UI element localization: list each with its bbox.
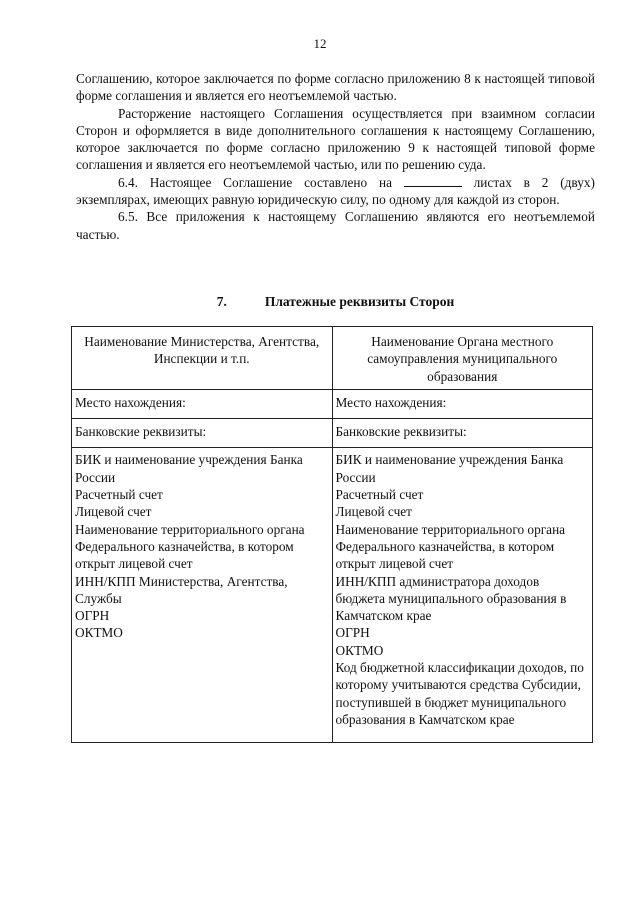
left-location-cell: Место нахождения: [72, 389, 333, 418]
left-detail-line: БИК и наименование учреждения Банка России [75, 452, 303, 485]
left-bank-cell: Банковские реквизиты: [72, 419, 333, 448]
paragraph-6-4-end: листах в 2 (двух) экземплярах, имеющих равную юридическую силу, по одному для каждой из сторон. [76, 174, 595, 208]
right-detail-line: Расчетный счет [335, 487, 424, 503]
blank-fill-line [404, 176, 462, 187]
details-row [72, 448, 593, 743]
left-detail-line: ОКТМО [75, 625, 123, 641]
right-detail-line: БИК и наименование учреждения Банка России [335, 452, 564, 485]
left-detail-line: Расчетный счет [75, 487, 163, 503]
paragraph-6-4-start: 6.4. Настоящее Соглашение составлено на [118, 174, 404, 190]
left-header-cell: Наименование Министерства, Агентства, Инспекции и т.п. [72, 327, 333, 390]
right-detail-line: Код бюджетной классификации доходов, по которому учитываются средства Субсидии, поступившей в бюджет муниципального образования в Камчатском крае [335, 660, 584, 727]
section-title: Платежные реквизиты Сторон [264, 294, 455, 309]
right-detail-line: Наименование территориального органа Федерального казначейства, в котором открыт лицевой счет [335, 521, 566, 572]
left-detail-line: Лицевой счет [75, 504, 152, 520]
right-detail-line: ОКТМО [335, 642, 384, 658]
right-detail-line: ИНН/КПП администратора доходов бюджета муниципального образования в Камчатском крае [335, 573, 567, 624]
page-number: 12 [313, 36, 327, 51]
right-bank-cell: Банковские реквизиты: [332, 419, 593, 448]
right-details-cell [332, 448, 593, 743]
body-text [76, 70, 595, 243]
paragraph-6-4 [76, 174, 595, 209]
right-detail-line: Лицевой счет [335, 504, 412, 520]
requisites-table [71, 326, 593, 743]
paragraph-continuation: Соглашению, которое заключается по форме согласно приложению 8 к настоящей типовой форме соглашения и является его неотъемлемой частью. [76, 71, 595, 104]
paragraph-termination: Расторжение настоящего Соглашения осуществляется при взаимном согласии Сторон и оформляется в виде дополнительного соглашения к настоящему Соглашению, которое заключается по форме согласно приложению 9 к настоящей типовой форме соглашения и является его неотъемлемой частью, или по решению суда. [76, 105, 595, 173]
left-detail-line: ОГРН [75, 608, 110, 624]
left-detail-line: ИНН/КПП Министерства, Агентства, Службы [75, 573, 288, 606]
table-header-row [72, 327, 593, 390]
section-heading [76, 294, 595, 310]
paragraph-6-5: 6.5. Все приложения к настоящему Соглашению являются его неотъемлемой частью. [76, 209, 595, 242]
bank-row [72, 419, 593, 448]
left-detail-line: Наименование территориального органа Федерального казначейства, в котором открыт лицевой счет [75, 521, 305, 572]
section-number: 7. [216, 294, 227, 309]
right-header-cell: Наименование Органа местного самоуправления муниципального образования [332, 327, 593, 390]
location-row [72, 389, 593, 418]
left-details-cell [72, 448, 333, 743]
right-location-cell: Место нахождения: [332, 389, 593, 418]
right-detail-line: ОГРН [335, 625, 370, 641]
